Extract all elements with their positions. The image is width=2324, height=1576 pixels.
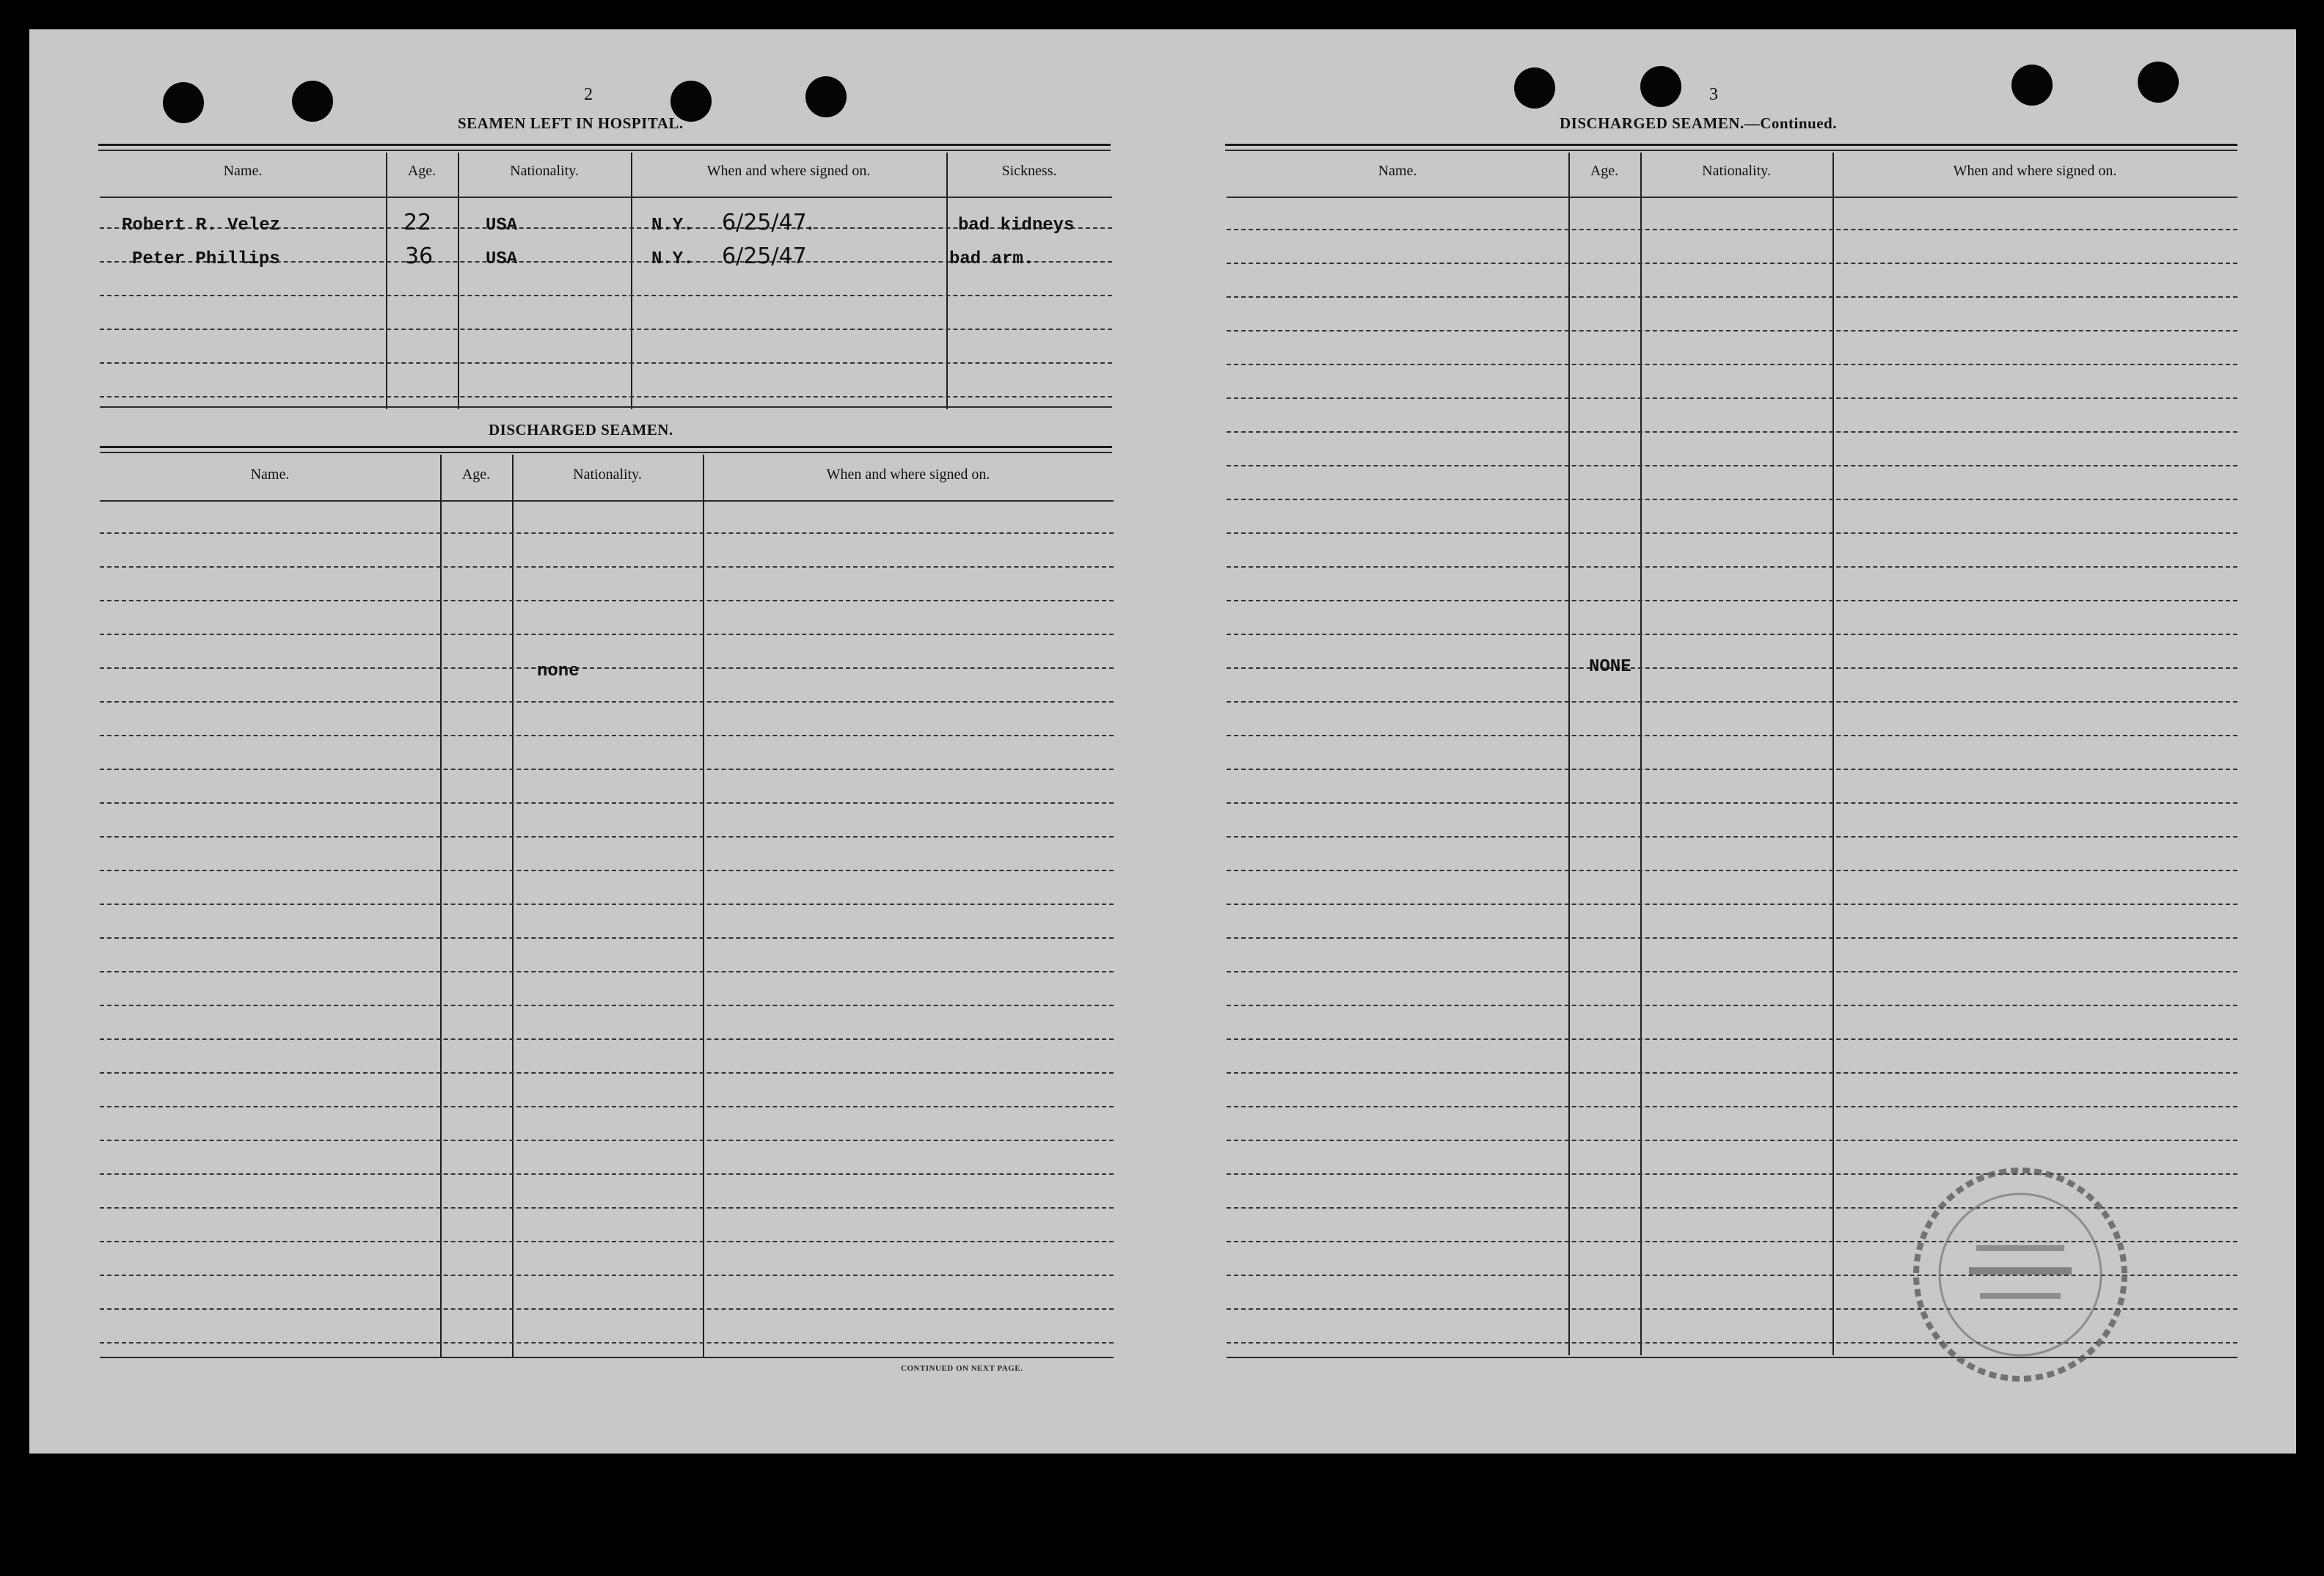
punch-hole bbox=[292, 81, 333, 122]
punch-hole bbox=[2138, 62, 2179, 103]
ruled-line bbox=[1227, 532, 2237, 534]
column-divider bbox=[386, 153, 387, 409]
punch-hole bbox=[805, 76, 847, 117]
ruled-line bbox=[100, 1241, 1114, 1242]
discharged-top-rule-2 bbox=[100, 452, 1112, 453]
column-header-name: Name. bbox=[1378, 163, 1417, 179]
ruled-line bbox=[1227, 600, 2237, 601]
ruled-line bbox=[100, 362, 1112, 364]
punch-hole bbox=[1640, 66, 1681, 107]
hospital-row-2-nationality: USA bbox=[486, 249, 518, 269]
hospital-row-1-nationality: USA bbox=[486, 216, 518, 235]
column-header-nationality: Nationality. bbox=[1702, 163, 1771, 179]
ruled-line bbox=[1227, 330, 2237, 331]
ruled-line bbox=[1227, 364, 2237, 365]
ruled-line bbox=[1227, 1106, 2237, 1107]
punch-hole bbox=[1514, 67, 1555, 109]
ruled-line bbox=[1227, 836, 2237, 838]
ruled-line bbox=[100, 971, 1114, 972]
ruled-line bbox=[100, 295, 1112, 296]
hospital-row-2-name: Peter Phillips bbox=[132, 249, 280, 269]
hospital-row-1-date: 6/25/47. bbox=[722, 210, 814, 235]
punch-hole bbox=[2011, 65, 2053, 106]
ruled-line bbox=[1227, 769, 2237, 770]
page-number-right: 3 bbox=[1709, 85, 1718, 104]
register-sheet bbox=[29, 29, 2296, 1454]
ruled-line bbox=[1227, 904, 2237, 905]
hospital-row-1-name: Robert R. Velez bbox=[122, 216, 281, 235]
hospital-row-1-sickness: bad kidneys bbox=[958, 216, 1075, 235]
ruled-line bbox=[1227, 937, 2237, 939]
column-header-whenandwheresignedon: When and where signed on. bbox=[1953, 163, 2117, 179]
column-header-nationality: Nationality. bbox=[573, 466, 642, 483]
ruled-line bbox=[1227, 263, 2237, 264]
ruled-line bbox=[1227, 802, 2237, 804]
ruled-line bbox=[100, 566, 1114, 568]
ruled-line bbox=[100, 735, 1114, 736]
header-underline bbox=[100, 197, 1112, 198]
ruled-line bbox=[1227, 971, 2237, 972]
ruled-line bbox=[1227, 1005, 2237, 1006]
right-top-rule bbox=[1225, 144, 2237, 146]
ruled-line bbox=[100, 1308, 1114, 1310]
ruled-line bbox=[1227, 465, 2237, 466]
ruled-line bbox=[100, 937, 1114, 939]
ruled-line bbox=[1227, 735, 2237, 736]
column-divider bbox=[703, 455, 704, 1358]
ruled-line bbox=[100, 667, 1114, 669]
column-header-sickness: Sickness. bbox=[1001, 163, 1057, 179]
column-divider bbox=[631, 153, 632, 409]
ruled-line bbox=[1227, 870, 2237, 871]
ruled-line bbox=[100, 1173, 1114, 1175]
hospital-row-2-place: N.Y. bbox=[651, 249, 694, 269]
ruled-line bbox=[100, 1038, 1114, 1040]
hospital-section-title: SEAMEN LEFT IN HOSPITAL. bbox=[458, 114, 684, 132]
column-divider bbox=[1568, 153, 1570, 1355]
ruled-line bbox=[1227, 566, 2237, 568]
ruled-line bbox=[1227, 701, 2237, 703]
column-header-name: Name. bbox=[223, 163, 263, 179]
column-divider bbox=[458, 153, 459, 409]
ruled-line bbox=[1227, 1140, 2237, 1141]
ruled-line bbox=[100, 701, 1114, 703]
ruled-line bbox=[100, 1072, 1114, 1074]
ruled-line bbox=[1227, 1038, 2237, 1040]
header-underline bbox=[100, 500, 1114, 502]
ruled-line bbox=[100, 904, 1114, 905]
ruled-line bbox=[100, 802, 1114, 804]
discharged-section-title: DISCHARGED SEAMEN. bbox=[489, 421, 673, 439]
hospital-row-2-date: 6/25/47 bbox=[722, 243, 807, 269]
received-stamp bbox=[1896, 1150, 2145, 1399]
ruled-line bbox=[1227, 229, 2237, 230]
ruled-line bbox=[100, 836, 1114, 838]
ruled-line bbox=[100, 1207, 1114, 1209]
column-header-name: Name. bbox=[250, 466, 290, 483]
table-bottom-rule bbox=[100, 406, 1112, 408]
right-entry-none: NONE bbox=[1589, 657, 1631, 677]
punch-hole bbox=[163, 82, 204, 123]
hospital-row-1-age: 22 bbox=[403, 210, 432, 235]
ruled-line bbox=[100, 634, 1114, 635]
column-header-whenandwheresignedon: When and where signed on. bbox=[706, 163, 871, 179]
header-underline bbox=[1227, 197, 2237, 198]
ruled-line bbox=[100, 1342, 1114, 1344]
ruled-line bbox=[100, 396, 1112, 397]
ruled-line bbox=[100, 329, 1112, 330]
hospital-top-rule-2 bbox=[98, 150, 1111, 151]
column-divider bbox=[440, 455, 442, 1358]
column-header-age: Age. bbox=[461, 466, 491, 483]
column-divider bbox=[946, 153, 948, 409]
ruled-line bbox=[1227, 499, 2237, 500]
ruled-line bbox=[100, 769, 1114, 770]
hospital-row-1-place: N.Y. bbox=[651, 216, 694, 235]
column-divider bbox=[512, 455, 514, 1358]
hospital-row-2-sickness: bad arm. bbox=[949, 249, 1034, 269]
column-divider bbox=[1640, 153, 1642, 1355]
continued-footer: CONTINUED ON NEXT PAGE. bbox=[901, 1364, 1023, 1373]
ruled-line bbox=[1227, 667, 2237, 669]
hospital-top-rule bbox=[98, 144, 1111, 146]
ruled-line bbox=[100, 1106, 1114, 1107]
ruled-line bbox=[1227, 397, 2237, 399]
ruled-line bbox=[100, 1005, 1114, 1006]
ruled-line bbox=[100, 600, 1114, 601]
ruled-line bbox=[100, 1140, 1114, 1141]
discharged-entry-none: none bbox=[537, 661, 580, 681]
table-bottom-rule bbox=[100, 1357, 1114, 1358]
ruled-line bbox=[100, 870, 1114, 871]
ruled-line bbox=[1227, 1072, 2237, 1074]
hospital-row-2-age: 36 bbox=[405, 243, 434, 269]
ruled-line bbox=[1227, 296, 2237, 298]
right-top-rule-2 bbox=[1225, 150, 2237, 151]
column-header-whenandwheresignedon: When and where signed on. bbox=[826, 466, 990, 483]
column-header-age: Age. bbox=[1590, 163, 1619, 179]
ruled-line bbox=[100, 1275, 1114, 1276]
column-divider bbox=[1832, 153, 1834, 1355]
ruled-line bbox=[1227, 634, 2237, 635]
column-header-age: Age. bbox=[407, 163, 436, 179]
ruled-line bbox=[1227, 431, 2237, 433]
right-section-title: DISCHARGED SEAMEN.—Continued. bbox=[1560, 114, 1837, 132]
ruled-line bbox=[100, 532, 1114, 534]
column-header-nationality: Nationality. bbox=[510, 163, 579, 179]
discharged-top-rule bbox=[100, 446, 1112, 448]
page-number-left: 2 bbox=[584, 85, 593, 104]
